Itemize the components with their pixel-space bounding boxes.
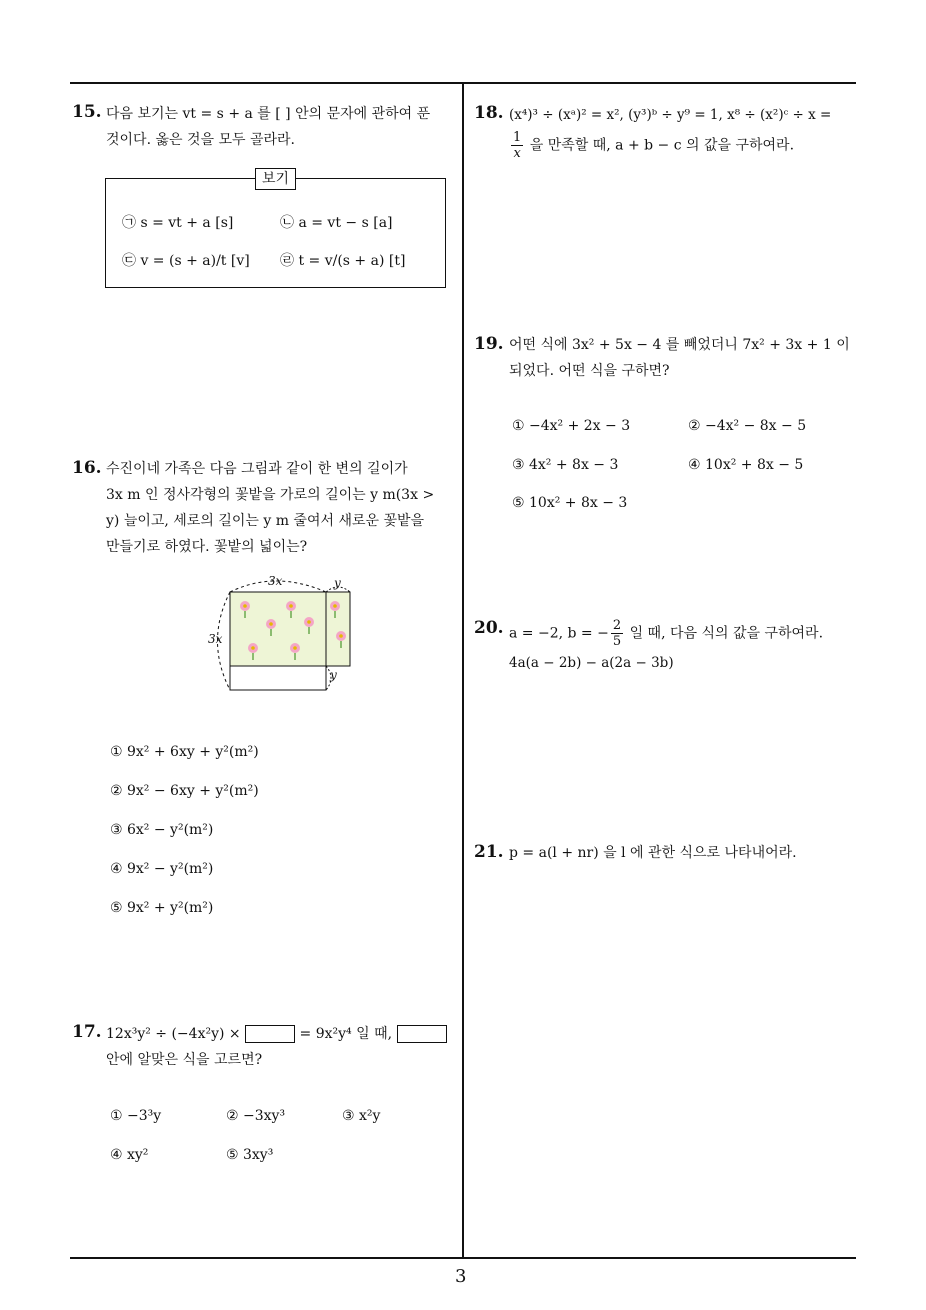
q16-choice-1[interactable]: ① 9x² + 6xy + y²(m²) (110, 744, 259, 760)
q17-blank-box-2[interactable] (397, 1025, 447, 1043)
q18-line2-text: 을 만족할 때, a + b − c 의 값을 구하여라. (529, 137, 795, 154)
q15-line2: 것이다. 옳은 것을 모두 골라라. (106, 132, 295, 148)
q16-choice-2[interactable]: ② 9x² − 6xy + y²(m²) (110, 783, 259, 799)
column-divider (462, 82, 464, 1258)
q20-line2: 4a(a − 2b) − a(2a − 3b) (509, 655, 674, 671)
q17-choice-1[interactable]: ① −3³y (110, 1108, 162, 1124)
q17-expr-left: 12x³y² ÷ (−4x²y) × (106, 1026, 241, 1042)
fig-label-top: 3x (268, 574, 283, 588)
q19-choice-3[interactable]: ③ 4x² + 8x − 3 (512, 457, 619, 473)
bogi-item-1: ㉠ s = vt + a [s] (122, 215, 234, 231)
q15-line1: 다음 보기는 vt = s + a 를 [ ] 안의 문자에 관하여 푼 (106, 106, 431, 122)
q17-choice-3[interactable]: ③ x²y (342, 1108, 381, 1124)
q16-choice-3[interactable]: ③ 6x² − y²(m²) (110, 822, 214, 838)
fig-label-bottom-right: y (330, 668, 337, 682)
q19-choice-5[interactable]: ⑤ 10x² + 8x − 3 (512, 495, 628, 511)
bogi-box (105, 178, 446, 288)
bogi-item-3: ㉢ v = (s + a)/t [v] (122, 253, 250, 269)
q17-blank-box[interactable] (245, 1025, 295, 1043)
bottom-rule (70, 1257, 856, 1259)
q17-choice-4[interactable]: ④ xy² (110, 1147, 149, 1163)
q19-choice-2[interactable]: ② −4x² − 8x − 5 (688, 418, 807, 434)
q19-line2: 되었다. 어떤 식을 구하면? (509, 363, 670, 379)
q16-line1: 수진이네 가족은 다음 그림과 같이 한 변의 길이가 (106, 461, 408, 477)
q17-choice-2[interactable]: ② −3xy³ (226, 1108, 286, 1124)
q18-line1: (x⁴)³ ÷ (xᵃ)² = x², (y³)ᵇ ÷ y⁹ = 1, x⁸ ÷ (x²)ᶜ ÷ x = (509, 107, 832, 123)
q20-number: 20. (474, 618, 504, 638)
q19-choice-4[interactable]: ④ 10x² + 8x − 5 (688, 457, 804, 473)
q19-choice-1[interactable]: ① −4x² + 2x − 3 (512, 418, 631, 434)
q15-number: 15. (72, 102, 102, 122)
removed-strip (230, 666, 326, 690)
q17-expr-right: = 9x²y⁴ 일 때, (299, 1026, 393, 1042)
fig-label-top-right: y (334, 576, 341, 590)
q21-line1: p = a(l + nr) 을 l 에 관한 식으로 나타내어라. (509, 845, 797, 861)
q17-choice-5[interactable]: ⑤ 3xy³ (226, 1147, 274, 1163)
q16-line4: 만들기로 하였다. 꽃밭의 넓이는? (106, 539, 308, 555)
q16-choice-4[interactable]: ④ 9x² − y²(m²) (110, 861, 214, 877)
q18-number: 18. (474, 103, 504, 123)
q20-line1 (509, 618, 823, 649)
q16-choice-5[interactable]: ⑤ 9x² + y²(m²) (110, 900, 214, 916)
bogi-title: 보기 (255, 168, 296, 190)
q17-number: 17. (72, 1022, 102, 1042)
bogi-item-4: ㉣ t = v/(s + a) [t] (280, 253, 406, 269)
q16-line3: y) 늘이고, 세로의 길이는 y m 줄여서 새로운 꽃밭을 (106, 513, 425, 529)
garden-figure (205, 572, 365, 697)
q16-number: 16. (72, 458, 102, 478)
q19-number: 19. (474, 334, 504, 354)
bogi-item-2: ㉡ a = vt − s [a] (280, 215, 393, 231)
page-number: 3 (455, 1266, 467, 1287)
q17-line2: 안에 알맞은 식을 고르면? (106, 1052, 263, 1068)
q20-given-a: a = −2, b = − (509, 625, 609, 642)
q20-fraction: $\frac{2}{5}$ (612, 618, 622, 649)
q17-line1 (106, 1021, 447, 1047)
q21-number: 21. (474, 842, 504, 862)
q18-line2 (509, 130, 794, 161)
q19-line1: 어떤 식에 3x² + 5x − 4 를 빼었더니 7x² + 3x + 1 이 (509, 337, 850, 353)
q16-line2: 3x m 인 정사각형의 꽃밭을 가로의 길이는 y m(3x > (106, 487, 435, 503)
q18-fraction: $\frac{1}{x}$ (513, 130, 522, 161)
fig-label-left: 3x (208, 632, 223, 646)
q20-line1-text: 일 때, 다음 식의 값을 구하여라. (629, 625, 824, 642)
